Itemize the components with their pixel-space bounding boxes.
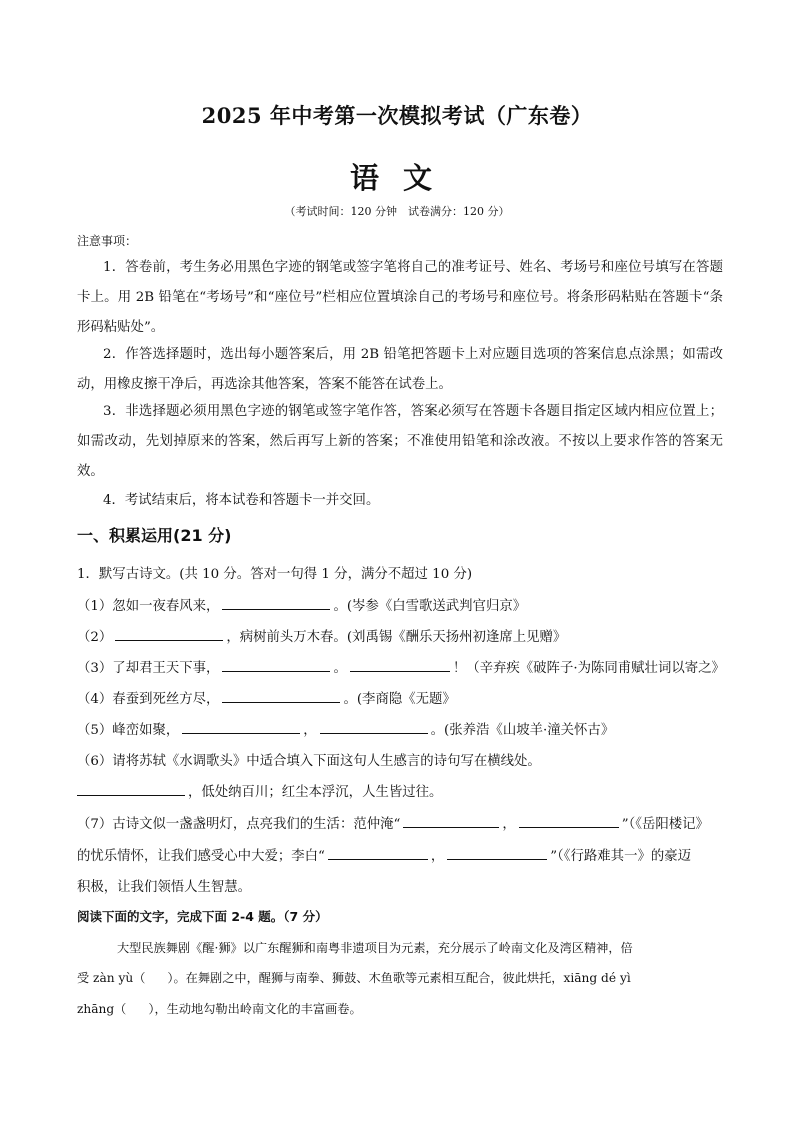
question-1-4: （4）春蚕到死丝方尽， 。(李商隐《无题》 [77,688,727,707]
question-1-2: （2） ，病树前头万木春。(刘禹锡《酬乐天扬州初逢席上见赠》 [77,626,727,645]
notice-item-3: 3．非选择题必须用黑色字迹的钢笔或签字笔作答，答案必须写在答题卡各题目指定区域内相应位置上；如需改动，先划掉原来的答案，然后再写上新的答案；不准使用铅笔和涂改液。不按以上要求作答的答案无效。 [77,404,723,479]
reading-heading: 阅读下面的文字，完成下面 2-4 题。（7 分） [77,909,328,924]
question-1-3: （3）了却君王天下事， 。 ！（辛弃疾《破阵子·为陈同甫赋壮词以寄之》 [77,657,727,676]
answer-blank[interactable] [403,813,499,828]
notice-item-1: 1．答卷前，考生务必用黑色字迹的钢笔或签字笔将自己的准考证号、姓名、考场号和座位号填写在答题卡上。用 2B 铅笔在“考场号”和“座位号”栏相应位置填涂自己的考场号和座位号。将条形码粘贴在答题卡“条形码粘贴处”。 [77,260,723,335]
reading-line-1: 大型民族舞剧《醒·狮》以广东醒狮和南粤非遗项目为元素，充分展示了岭南文化及湾区精神，倍 [117,941,633,955]
question-1-6: （6）请将苏轼《水调歌头》中适合填入下面这句人生感言的诗句写在横线处。 [77,754,541,769]
question-1-6-line: ，低处纳百川；红尘本浮沉，人生皆过往。 [77,781,727,800]
question-1-1: （1）忽如一夜春风来， 。(岑参《白雪歌送武判官归京》 [77,595,727,614]
reading-line-2: 受 zàn yù（ ）。在舞剧之中，醒狮与南拳、狮鼓、木鱼歌等元素相互配合，彼此烘托，xiāng dé yì [77,971,631,985]
answer-blank[interactable] [222,657,330,672]
exam-meta: （考试时间：120 分钟 试卷满分：120 分） [284,205,510,218]
answer-blank[interactable] [115,626,223,641]
question-1-7: （7）古诗文似一盏盏明灯，点亮我们的生活：范仲淹“ ， ”（《岳阳楼记》 [77,813,727,832]
subject-title: 语文 [349,161,456,195]
reading-line-3: zhāng（ ），生动地勾勒出岭南文化的丰富画卷。 [77,1002,362,1016]
question-1-5: （5）峰峦如聚， ， 。(张养浩《山坡羊·潼关怀古》 [77,719,727,738]
exam-title: 2025 年中考第一次模拟考试（广东卷） [201,103,593,128]
answer-blank[interactable] [320,719,428,734]
answer-blank[interactable] [77,781,185,796]
answer-blank[interactable] [519,813,619,828]
section-heading: 一、积累运用(21 分) [77,526,232,545]
answer-blank[interactable] [350,657,450,672]
question-1-7-line-3: 积极，让我们领悟人生智慧。 [77,880,252,895]
notice-item-4: 4．考试结束后，将本试卷和答题卡一并交回。 [103,493,380,508]
answer-blank[interactable] [447,845,547,860]
answer-blank[interactable] [222,595,330,610]
answer-blank[interactable] [222,688,340,703]
question-1-head: 1．默写古诗文。(共 10 分。答对一句得 1 分，满分不超过 10 分) [77,567,473,582]
answer-blank[interactable] [182,719,300,734]
notice-heading: 注意事项： [77,234,138,248]
question-1-7-line-2: 的忧乐情怀，让我们感受心中大爱；李白“ ， ”（《行路难其一》的豪迈 [77,845,727,864]
notice-item-2: 2．作答选择题时，选出每小题答案后，用 2B 铅笔把答题卡上对应题目选项的答案信息点涂黑；如需改动，用橡皮擦干净后，再选涂其他答案，答案不能答在试卷上。 [77,347,723,392]
answer-blank[interactable] [328,845,428,860]
